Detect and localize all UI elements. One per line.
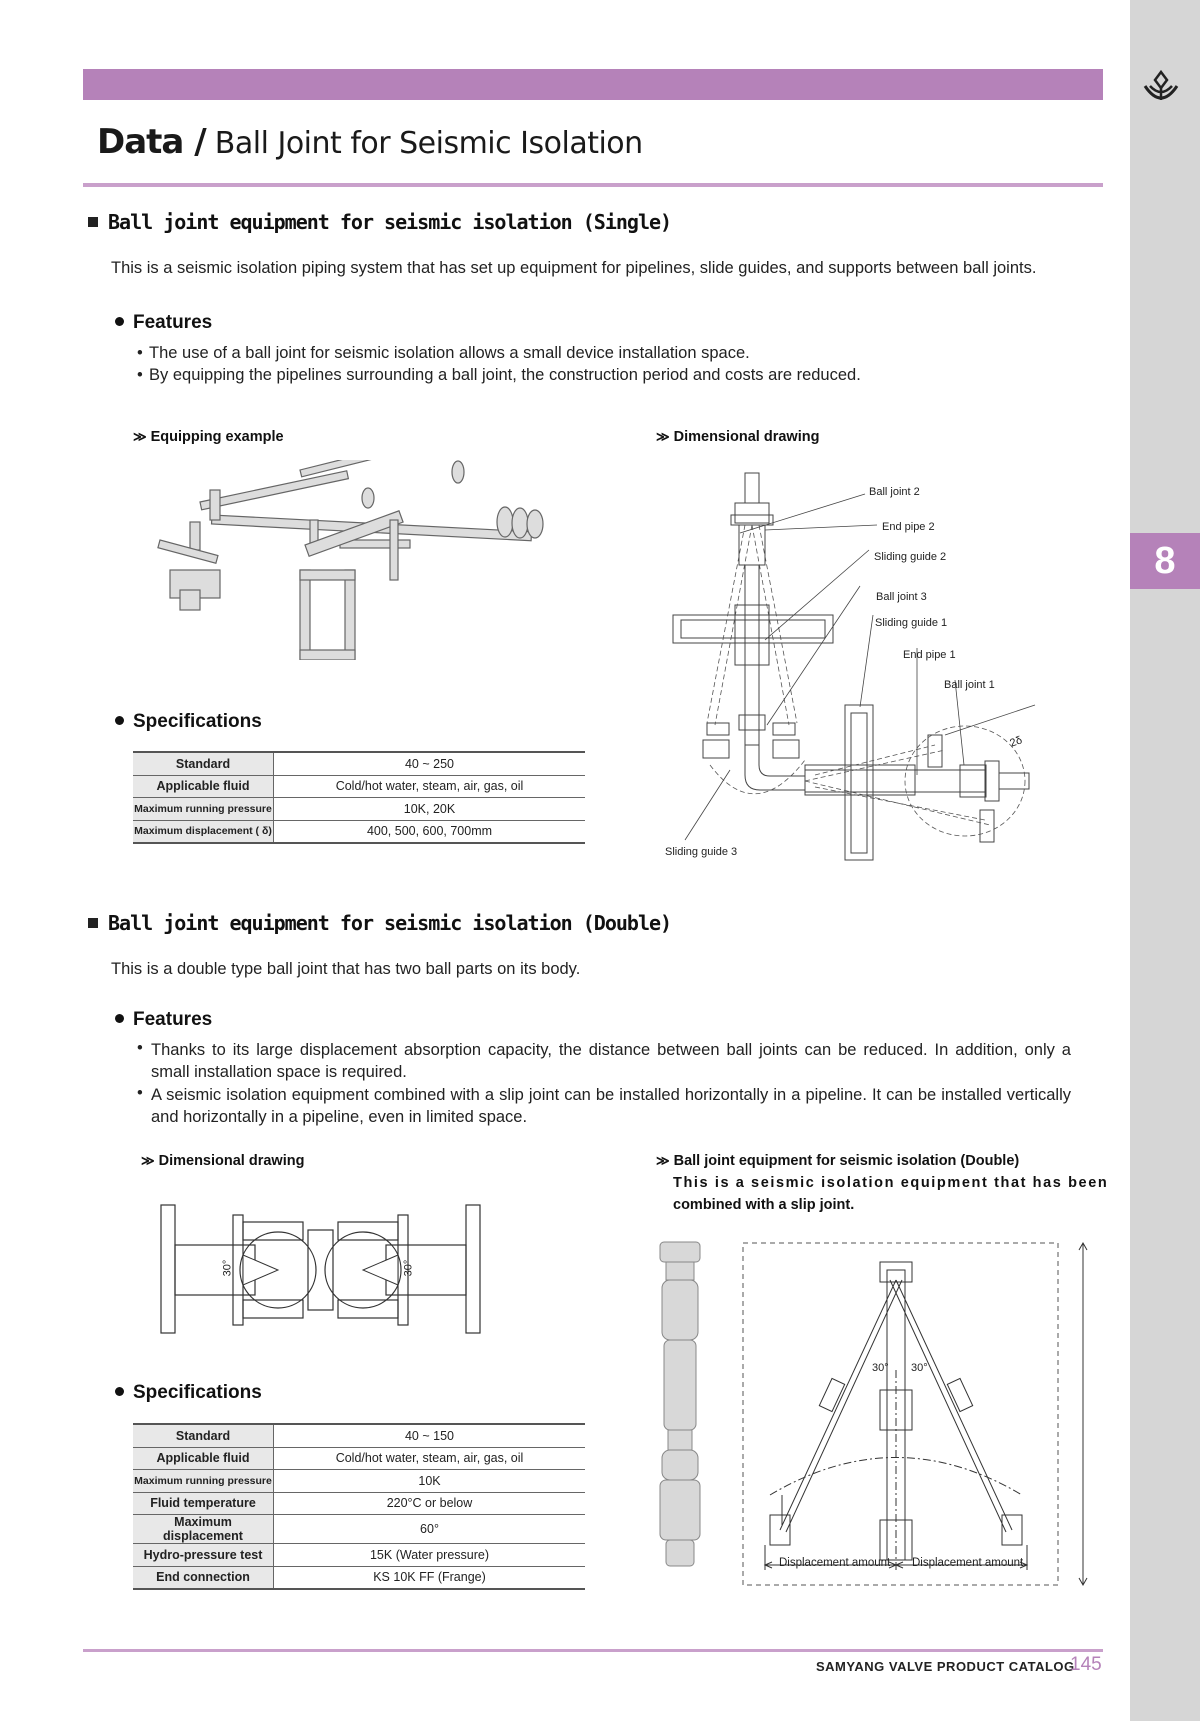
feature-text: By equipping the pipelines surrounding a ball joint, the construction period and costs are reduced.: [149, 366, 861, 384]
table-row: [133, 1492, 585, 1515]
double-installation-drawing: [740, 1240, 1090, 1590]
drawing-label-text: Dimensional drawing: [158, 1153, 305, 1169]
spec-key: Maximum displacement ( δ): [133, 820, 274, 843]
spec-value: 40 ~ 250: [274, 752, 586, 775]
drawing-label-sliding-guide-2: Sliding guide 2: [874, 551, 947, 563]
circle-bullet-icon: [115, 1014, 124, 1023]
drawing-label-end-pipe-2: End pipe 2: [882, 521, 935, 533]
displacement-label-left: Displacement amount: [779, 1557, 891, 1569]
spec-value: 40 ~ 150: [274, 1424, 586, 1447]
spec-key: Maximum running pressure: [133, 1470, 274, 1493]
spec-key: Fluid temperature: [133, 1492, 274, 1515]
angle-label-right: 30°: [402, 1259, 415, 1277]
drawing-label-end-pipe-1: End pipe 1: [903, 649, 956, 661]
drawing-label-ball-joint-3: Ball joint 3: [876, 591, 927, 603]
spec-key: Standard: [133, 752, 274, 775]
drawing-label-sliding-guide-3: Sliding guide 3: [665, 846, 738, 858]
double-dimensional-drawing: [158, 1200, 483, 1340]
section-heading-single: [88, 210, 671, 234]
specifications-heading-text: Specifications: [133, 1382, 262, 1403]
double-chevron-icon: ≫: [133, 429, 147, 444]
drawing-label-sliding-guide-1: Sliding guide 1: [875, 617, 948, 629]
page-title: [97, 122, 643, 162]
double-chevron-icon: ≫: [656, 1153, 670, 1168]
spec-value: Cold/hot water, steam, air, gas, oil: [274, 1447, 586, 1470]
features-heading-text: Features: [133, 1009, 213, 1030]
drawing-label-ball-joint-2: Ball joint 2: [869, 486, 920, 498]
features-heading: [115, 312, 212, 334]
spec-key: Maximum displacement: [133, 1515, 274, 1544]
section-heading-text: Ball joint equipment for seismic isolation (Double): [108, 911, 672, 935]
title-prefix: Data /: [97, 122, 206, 162]
angle-label-a: 30°: [872, 1362, 889, 1374]
square-bullet-icon: [88, 918, 98, 928]
spec-key: Maximum running pressure: [133, 798, 274, 821]
spec-key: Standard: [133, 1424, 274, 1447]
features-heading: [115, 1009, 212, 1031]
header-bar: [83, 69, 1103, 100]
dimensional-drawing-label: [656, 429, 819, 445]
spec-value: 400, 500, 600, 700mm: [274, 820, 586, 843]
table-row: [133, 752, 585, 775]
equipping-label-text: Equipping example: [150, 429, 284, 445]
spec-key: Applicable fluid: [133, 775, 274, 798]
equipment-description-line: This is a seismic isolation equipment that has been: [673, 1175, 1109, 1191]
brand-logo-icon: [1140, 66, 1182, 108]
double-chevron-icon: ≫: [656, 429, 670, 444]
footer-brand: SAMYANG VALVE PRODUCT CATALOG: [816, 1659, 1075, 1674]
spec-key: Hydro-pressure test: [133, 1544, 274, 1567]
table-row: [133, 1566, 585, 1589]
page-number: 145: [1070, 1654, 1102, 1675]
specifications-heading-text: Specifications: [133, 711, 262, 732]
section-description: This is a seismic isolation piping system that has set up equipment for pipelines, slide guides, and supports between ball joints.: [111, 259, 1037, 277]
table-row: [133, 775, 585, 798]
spec-value: 15K (Water pressure): [274, 1544, 586, 1567]
circle-bullet-icon: [115, 1387, 124, 1396]
table-row: [133, 798, 585, 821]
specifications-heading: [115, 1382, 262, 1404]
single-dimensional-drawing: [655, 465, 1055, 865]
equipment-description-line: combined with a slip joint.: [673, 1197, 855, 1213]
double-chevron-icon: ≫: [141, 1153, 155, 1168]
angle-label-b: 30°: [911, 1362, 928, 1374]
section-description: This is a double type ball joint that has two ball parts on its body.: [111, 960, 581, 978]
equipping-example-label: [133, 429, 284, 445]
table-row: [133, 820, 585, 843]
feature-text: The use of a ball joint for seismic isolation allows a small device installation space.: [149, 344, 750, 362]
table-row: [133, 1544, 585, 1567]
section-heading-text: Ball joint equipment for seismic isolation (Single): [108, 210, 672, 234]
chapter-tab: 8: [1130, 533, 1200, 589]
specifications-table-double: [133, 1423, 585, 1590]
spec-value: Cold/hot water, steam, air, gas, oil: [274, 775, 586, 798]
equipment-label-text: Ball joint equipment for seismic isolation (Double): [673, 1153, 1020, 1169]
title-text: Ball Joint for Seismic Isolation: [214, 126, 643, 161]
circle-bullet-icon: [115, 317, 124, 326]
displacement-label-right: Displacement amount: [912, 1557, 1024, 1569]
equipping-example-image: [150, 460, 560, 660]
square-bullet-icon: [88, 217, 98, 227]
footer-divider: [83, 1649, 1103, 1652]
drawing-label-displacement: 2δ: [1008, 734, 1024, 750]
feature-item: • The use of a ball joint for seismic isolation allows a small device installation space.: [137, 344, 750, 362]
table-row: [133, 1515, 585, 1544]
spec-value: 60°: [274, 1515, 586, 1544]
feature-text: A seismic isolation equipment combined with a slip joint can be installed horizontally in a pipeline. It can be installed vertically and horizontally in a pipeline, even in limited space.: [151, 1086, 1071, 1126]
table-row: [133, 1424, 585, 1447]
double-equipment-label: [656, 1153, 1019, 1169]
features-heading-text: Features: [133, 312, 213, 333]
spec-value: KS 10K FF (Frange): [274, 1566, 586, 1589]
specifications-table-single: [133, 751, 585, 844]
drawing-label-text: Dimensional drawing: [673, 429, 820, 445]
section-heading-double: [88, 911, 671, 935]
spec-key: Applicable fluid: [133, 1447, 274, 1470]
dimensional-drawing-label: [141, 1153, 304, 1169]
angle-label-left: 30°: [221, 1259, 234, 1277]
table-row: [133, 1470, 585, 1493]
side-margin: [1130, 0, 1200, 1721]
feature-text: Thanks to its large displacement absorption capacity, the distance between ball joints can be reduced. In addition, only a small installation space is required.: [151, 1041, 1071, 1081]
spec-key: End connection: [133, 1566, 274, 1589]
spec-value: 10K: [274, 1470, 586, 1493]
circle-bullet-icon: [115, 716, 124, 725]
feature-item: • By equipping the pipelines surrounding a ball joint, the construction period and costs are reduced.: [137, 366, 861, 384]
spec-value: 10K, 20K: [274, 798, 586, 821]
double-joint-product-image: [650, 1240, 710, 1570]
spec-value: 220°C or below: [274, 1492, 586, 1515]
title-divider: [83, 183, 1103, 187]
drawing-label-ball-joint-1: Ball joint 1: [944, 679, 995, 691]
table-row: [133, 1447, 585, 1470]
specifications-heading: [115, 711, 262, 733]
